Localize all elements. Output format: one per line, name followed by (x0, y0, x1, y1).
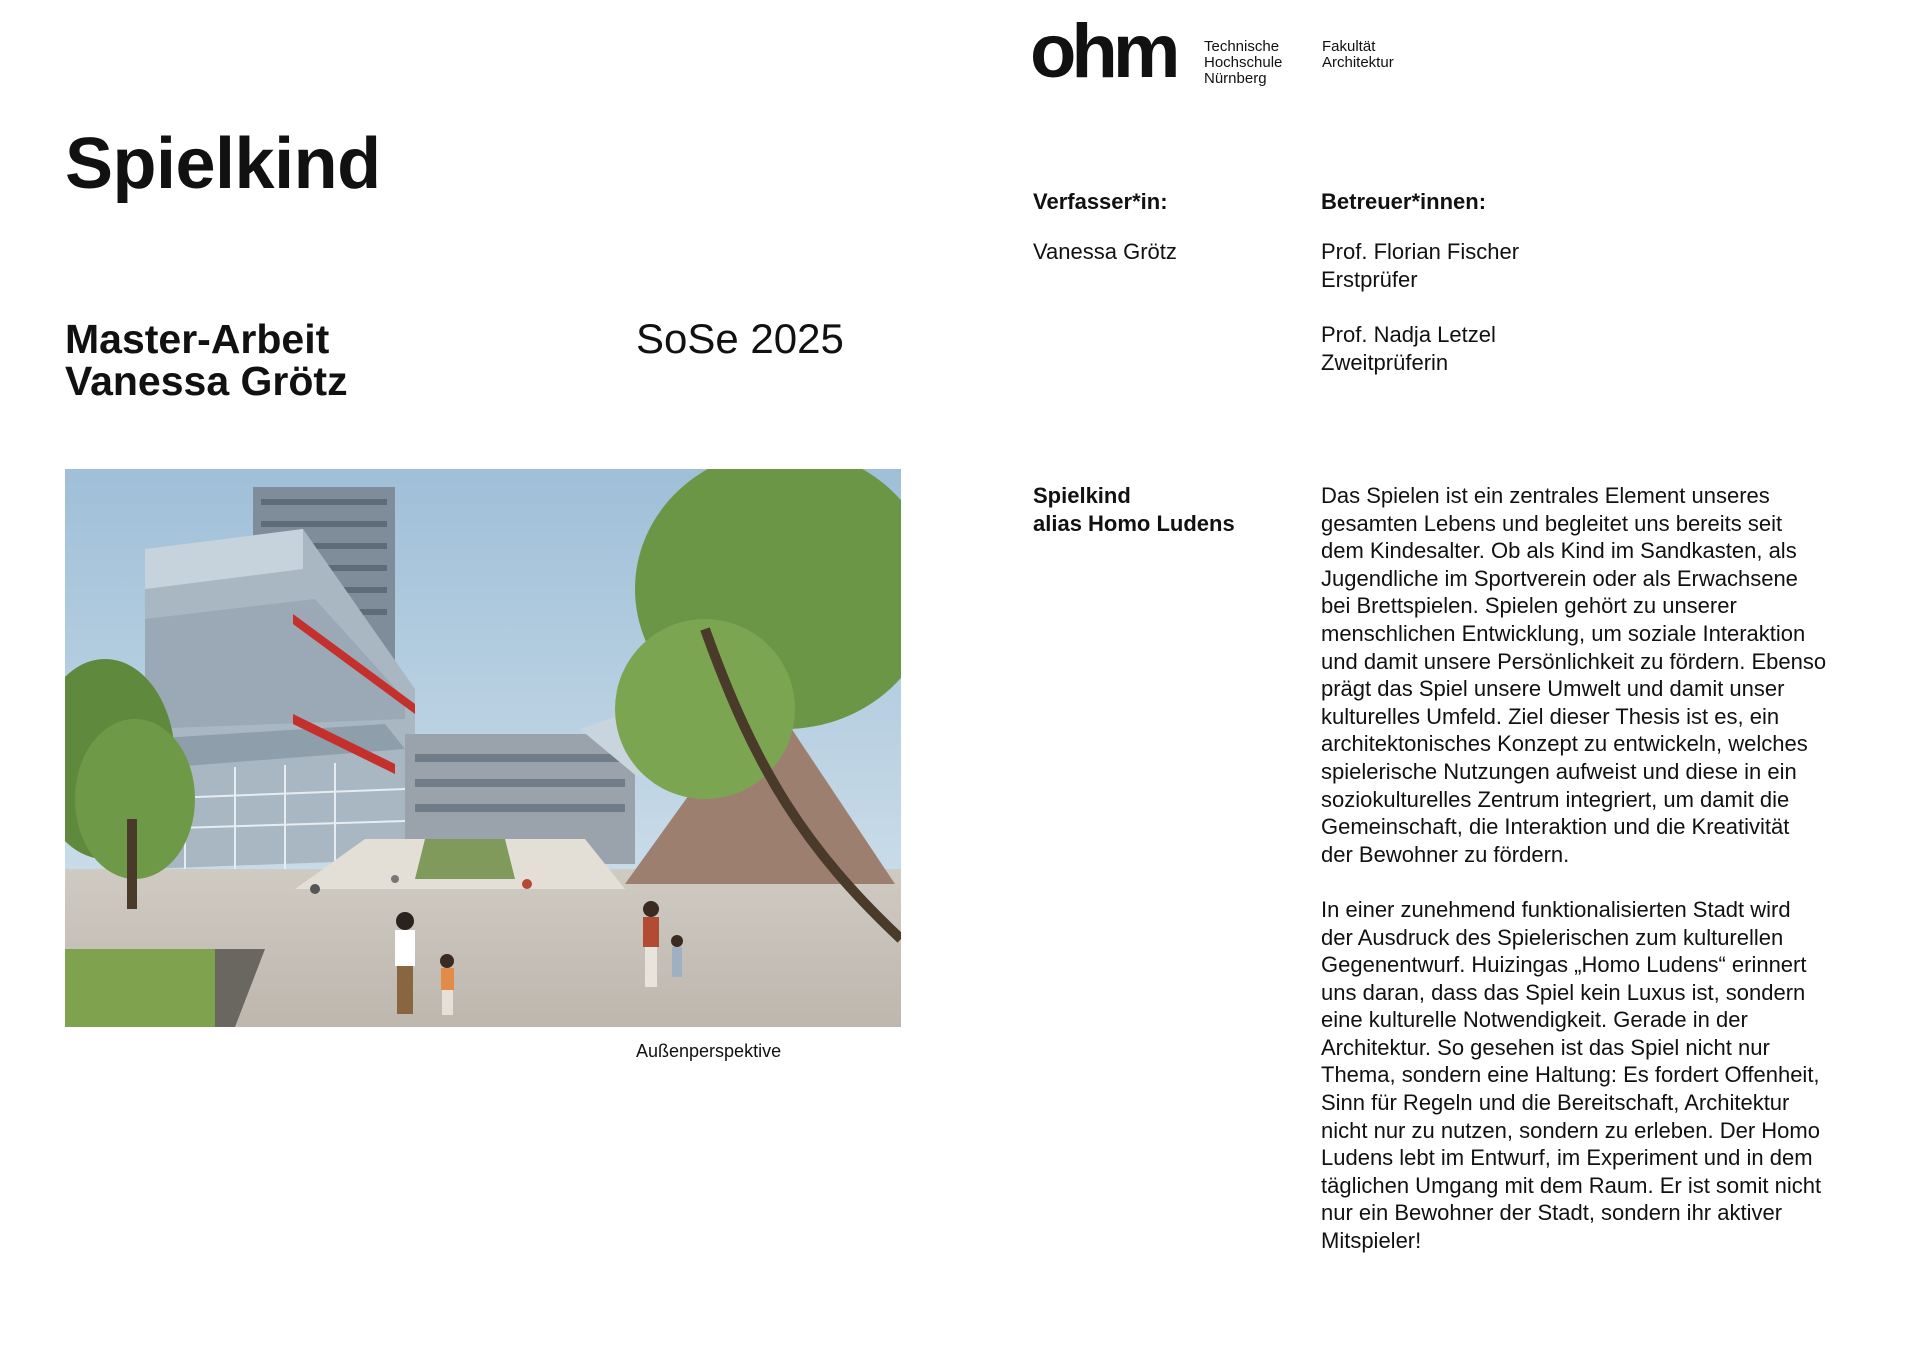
description-paragraph-1-line: und damit unsere Persönlichkeit zu fördern. Ebenso (1321, 648, 1827, 674)
description-paragraph-1-line: Das Spielen ist ein zentrales Element unseres (1321, 483, 1770, 508)
description-paragraph-1-line: gesamten Lebens und begleitet uns bereits seit (1321, 510, 1783, 536)
description-paragraph-2-line: Mitspieler! (1321, 1228, 1422, 1254)
faculty-line-2: Architektur (1322, 54, 1394, 71)
ohm-wordmark: ohm (1030, 9, 1176, 94)
description-paragraph-2-line: eine kulturelle Notwendigkeit. Gerade in der (1321, 1007, 1748, 1033)
thesis-type: Master-Arbeit (65, 316, 330, 362)
description-paragraph-1-line: dem Kindesalter. Ob als Kind im Sandkasten, als (1321, 538, 1797, 564)
institution-line-3: Nürnberg (1204, 70, 1267, 87)
description-body (1321, 482, 1826, 1255)
description-paragraph-1 (1321, 482, 1826, 868)
description-paragraph-1-line: spielerische Nutzungen aufweist und diese in ein (1321, 758, 1797, 784)
institution-line-2: Hochschule (1204, 54, 1283, 71)
project-title: Spielkind (65, 124, 381, 204)
description-paragraph-1-line: kulturelles Umfeld. Ziel dieser Thesis ist es, ein (1321, 703, 1780, 729)
supervisors-label: Betreuer*innen: (1321, 189, 1487, 214)
exterior-perspective-image (65, 469, 901, 1027)
supervisor-1-name: Prof. Florian Fischer (1321, 239, 1520, 264)
description-paragraph-1-line: bei Brettspielen. Spielen gehört zu unserer (1321, 593, 1737, 619)
faculty-line-1: Fakultät (1322, 38, 1376, 55)
description-paragraph-2 (1321, 896, 1826, 1255)
description-paragraph-1-line: menschlichen Entwicklung, um soziale Interaktion (1321, 620, 1806, 646)
description-paragraph-2-line: Ludens lebt im Entwurf, im Experiment und in dem (1321, 1145, 1813, 1171)
author-heading: Vanessa Grötz (65, 358, 348, 404)
description-paragraph-2-line: Sinn für Regeln und die Bereitschaft, Architektur (1321, 1090, 1790, 1116)
author-label: Verfasser*in: (1033, 189, 1168, 214)
description-heading-line-1: Spielkind (1033, 483, 1131, 508)
description-paragraph-1-line: Gemeinschaft, die Interaktion und die Kreativität (1321, 814, 1790, 840)
description-paragraph-2-line: Thema, sondern eine Haltung: Es fordert Offenheit, (1321, 1062, 1820, 1088)
author-name: Vanessa Grötz (1033, 239, 1177, 264)
description-paragraph-1-line: Jugendliche im Sportverein oder als Erwachsene (1321, 565, 1798, 591)
description-heading-line-2: alias Homo Ludens (1033, 511, 1235, 536)
description-paragraph-2-line: der Ausdruck des Spielerischen zum kulturellen (1321, 924, 1784, 950)
image-caption: Außenperspektive (636, 1041, 782, 1061)
description-paragraph-2-line: In einer zunehmend funktionalisierten Stadt wird (1321, 896, 1791, 922)
description-paragraph-1-line: der Bewohner zu fördern. (1321, 841, 1570, 867)
description-paragraph-2-line: täglichen Umgang mit dem Raum. Er ist somit nicht (1321, 1172, 1822, 1198)
supervisor-2-role: Zweitprüferin (1321, 350, 1449, 375)
description-paragraph-1-line: soziokulturelles Zentrum integriert, um damit die (1321, 786, 1790, 812)
supervisor-1-role: Erstprüfer (1321, 267, 1418, 292)
description-paragraph-1-line: prägt das Spiel unsere Umwelt und damit unser (1321, 676, 1785, 702)
semester: SoSe 2025 (636, 315, 844, 362)
description-paragraph-2-line: Architektur. So gesehen ist das Spiel nicht nur (1321, 1034, 1770, 1060)
institution-line-1: Technische (1204, 38, 1280, 55)
supervisor-2-name: Prof. Nadja Letzel (1321, 322, 1496, 347)
thesis-subtitle (65, 318, 348, 402)
description-paragraph-2-line: uns daran, dass das Spiel kein Luxus ist, sondern (1321, 979, 1806, 1005)
description-paragraph-2-line: Gegenentwurf. Huizingas „Homo Ludens“ erinnert (1321, 952, 1807, 978)
description-paragraph-2-line: nicht nur zu nutzen, sondern zu erleben. Der Homo (1321, 1117, 1820, 1143)
description-paragraph-2-line: nur ein Bewohner der Stadt, sondern ihr aktiver (1321, 1200, 1783, 1226)
description-paragraph-1-line: architektonisches Konzept zu entwickeln, welches (1321, 731, 1808, 757)
